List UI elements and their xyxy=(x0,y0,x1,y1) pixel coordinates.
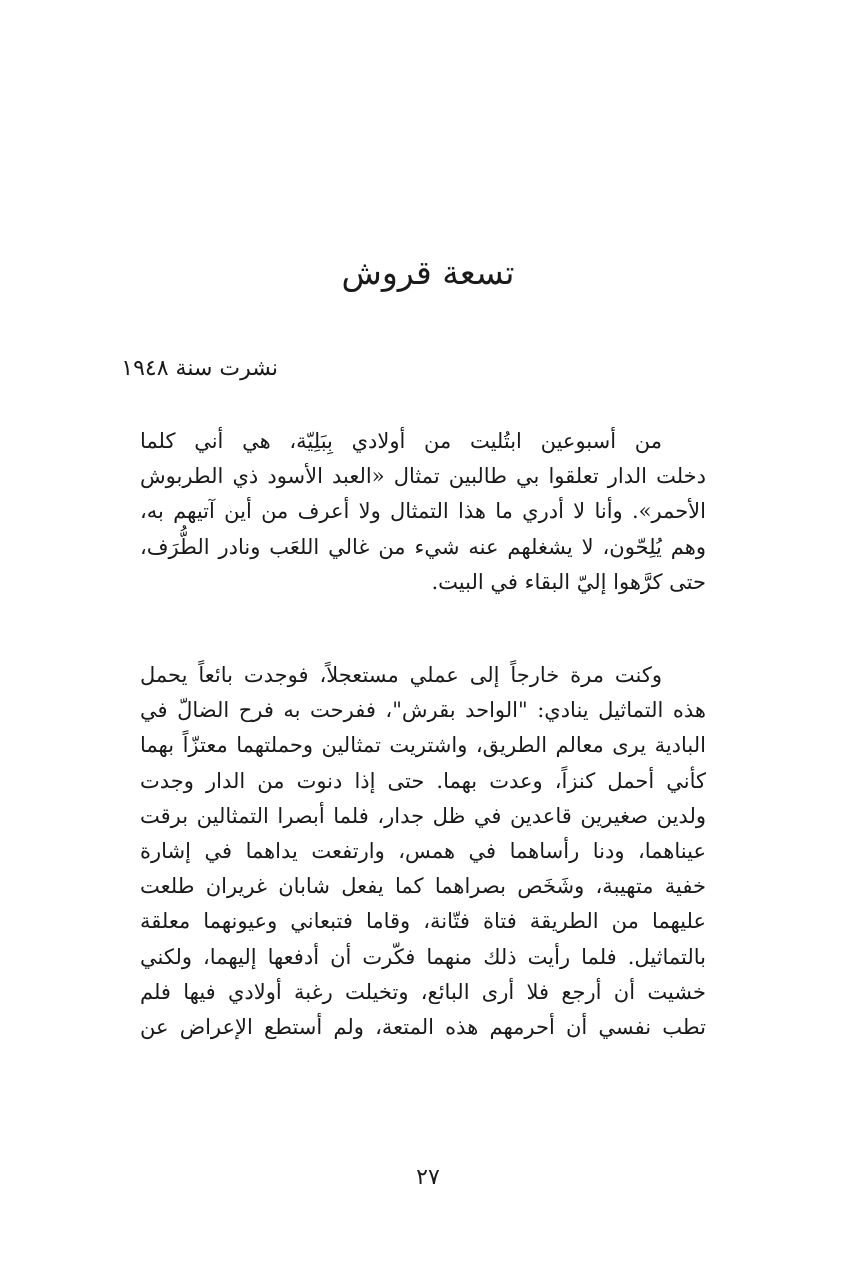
text-line: وكنت مرة خارجاً إلى عملي مستعجلاً، فوجدت بائعاً يحمل xyxy=(140,663,662,687)
chapter-title: تسعة قروش xyxy=(341,253,515,292)
text-line: بالتماثيل. فلما رأيت ذلك منهما فكّرت أن أدفعها إليهما، ولكني xyxy=(140,944,706,969)
paragraph-1 xyxy=(140,424,706,600)
page-number: ٢٧ xyxy=(416,1165,440,1190)
text-line: خشيت أن أرجع فلا أرى البائع، وتخيلت رغبة أولادي فيها فلم xyxy=(140,979,706,1004)
text-line: عيناهما، ودنا رأساهما في همس، وارتفعت يداهما في إشارة xyxy=(140,839,706,864)
text-line: البادية يرى معالم الطريق، واشتريت تمثالين وحملتهما معتزّاً بهما xyxy=(140,733,706,758)
paragraph-2 xyxy=(140,658,706,1045)
text-line: ولدين صغيرين قاعدين في ظل جدار، فلما أبصرا التمثالين برقت xyxy=(140,803,706,828)
text-line: عليهما من الطريقة فتاة فتّانة، وقاما فتبعاني وعيونهما معلقة xyxy=(140,909,706,934)
text-line: من أسبوعين ابتُليت من أولادي بِبَلِيّة، هي أني كلما xyxy=(140,429,662,453)
text-line: هذه التماثيل ينادي: "الواحد بقرش"، ففرحت به فرح الضالّ في xyxy=(140,698,706,723)
text-line: خفية متهيبة، وشَخَص بصراهما كما يفعل شابان غريران طلعت xyxy=(140,874,706,899)
text-line: الأحمر». وأنا لا أدري ما هذا التمثال ولا أعرف من أين آتيهم به، xyxy=(140,499,706,524)
text-line: تطب نفسي أن أحرمهم هذه المتعة، ولم أستطع الإعراض عن xyxy=(140,1015,706,1040)
text-line: حتى كرَّهوا إليّ البقاء في البيت. xyxy=(431,569,706,594)
text-line: كأني أحمل كنزاً، وعدت بهما. حتى إذا دنوت من الدار وجدت xyxy=(140,768,706,793)
publication-note: نشرت سنة ١٩٤٨ xyxy=(121,356,278,381)
text-line: وهم يُلِحّون، لا يشغلهم عنه شيء من غالي اللعَب ونادر الطُّرَف، xyxy=(140,534,706,559)
text-line: دخلت الدار تعلقوا بي طالبين تمثال «العبد الأسود ذي الطربوش xyxy=(140,464,706,489)
